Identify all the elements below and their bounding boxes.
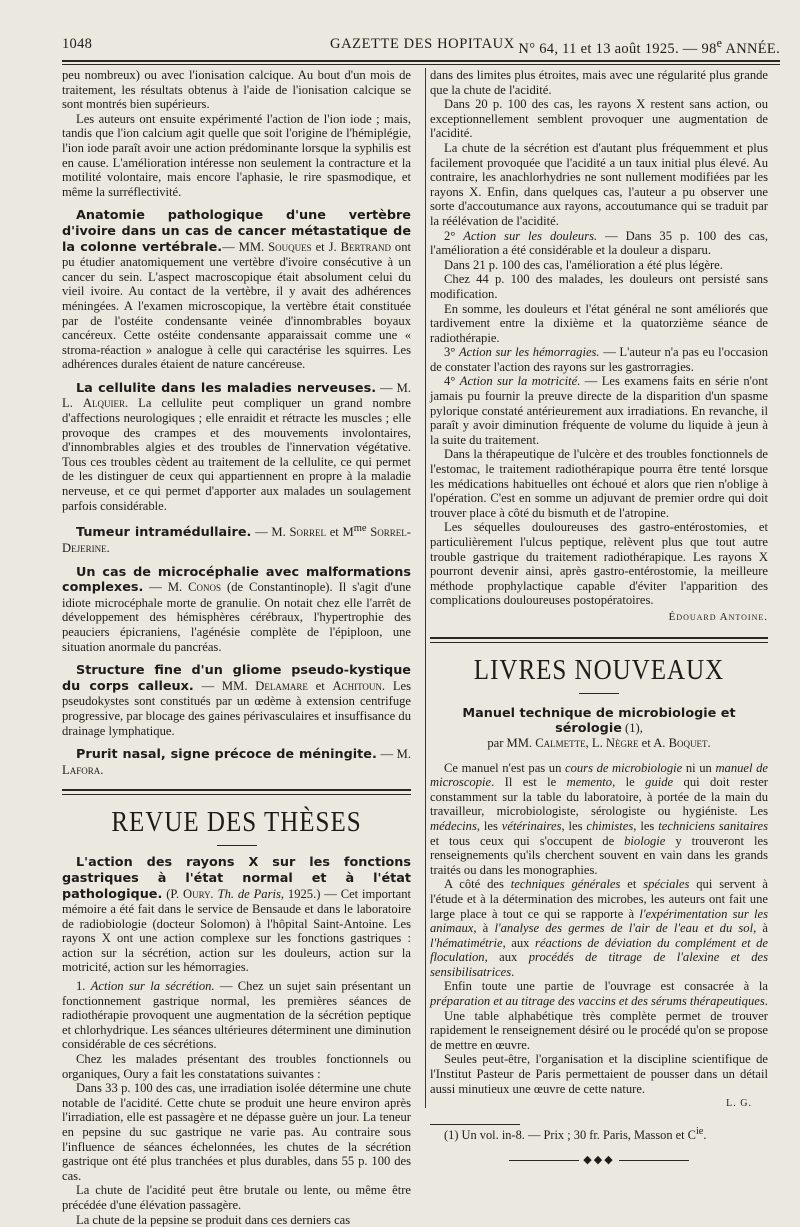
right-column [430,68,769,1166]
paragraph: Chez 44 p. 100 des malades, les douleurs ont persisté sans modification. [430,272,768,301]
footnote: (1) Un vol. in-8. — Prix ; 30 fr. Paris, Masson et $C^{ie}$. [444,1125,707,1142]
left-column [62,68,412,1227]
author-name: Calmette [535,735,586,750]
title-underline [217,845,257,846]
entry-title: La cellulite dans les maladies nerveuses. [76,380,377,396]
paragraph: La chute de l'acidité peut être brutale ou lente, ou même être précédée d'une élévation passagère. [62,1183,411,1212]
paragraph: peu nombreux) ou avec l'ionisation calcique. Au bout d'un mois de traitement, les résultats obtenus à l'aide de l'ionisation calcique se sont montrés bien supérieurs. [62,68,411,112]
paragraph: Enfin toute une partie de l'ouvrage est consacrée à la préparation et au titrage des vaccins et des sérums thérapeutiques. [430,979,768,1009]
paragraph: En somme, les douleurs et l'état général ne sont améliorés que tardivement entre la dixième et la quatorzième séance de radiothérapie. [430,301,768,345]
section-title: LIVRES NOUVEAUX [473,654,725,686]
author-name: Sorrel-Dejerine [62,525,411,555]
entry-title: Anatomie pathologique d'une vertèbre d'ivoire dans un cas de cancer métastatique de la colonne vertébrale. [62,208,411,255]
section-rule [62,789,411,791]
thesis-entry: L'action des rayons X sur les fonctions gastriques à l'état normal et à l'état pathologique. (P. Oury. Th. de Paris, 1925.) — Cet important mémoire a été fait dans le service de Bensaude et dans le laboratoire de radiobiologie (docteur Solomon) à l'hôpital Saint-Antoine. Les rayons X ont une action complexe sur les fonctions gastriques : action sur la sécrétion, action sur les douleurs, action sur la motricité, action sur les hémorragies. [62,855,411,975]
title-underline [579,693,619,694]
entry-title: Structure fine d'un gliome pseudo-kystique du corps calleux. [62,663,411,694]
header-rule-thin [62,64,780,65]
author-name: Nègre [605,735,639,750]
author-name: Oury [183,886,211,901]
society-entry: Structure fine d'un gliome pseudo-kystique du corps calleux. — MM. Delamare et Achitoun. Les pseudokystes sont constitués par un œdème à extension centrifuge progressive, par blocage des gaines périvasculaires et insuffisance du drainage lymphatique. [62,663,412,738]
paragraph: 3° Action sur les hémorragies. — L'auteur n'a pas eu l'occasion de constater l'action des rayons sur les gastrorragies. [430,345,768,374]
author-name: Delamare [255,678,308,693]
paragraph: 1. Action sur la sécrétion. — Chez un sujet sain présentant un fonctionnement gastrique normal, les premières séances de radiothérapie provoquent une augmentation de la sécrétion peptique et chlorhydrique. Les séances ultérieures déterminent une diminution considérable de ces sécrétions. [62,979,412,1052]
issue-info: N° 64, 11 et 13 août 1925. — 98e ANNÉE. [518,36,780,57]
author-name: Alquier [82,396,125,411]
author-name: Souques [268,239,312,254]
society-entry: Prurit nasal, signe précoce de méningite. — M. Lafora. [62,747,411,777]
paragraph: Dans 21 p. 100 des cas, l'amélioration a été plus légère. [444,257,723,272]
section-rule-thin [430,642,768,643]
paragraph: Seules peut-être, l'organisation et la discipline scientifique de l'Institut Pasteur de Paris permettaient de pousser dans un détail aussi minutieux une œuvre de cette nature. [430,1052,768,1096]
journal-title: GAZETTE DES HOPITAUX [330,36,515,52]
paragraph: Dans 20 p. 100 des cas, les rayons X restent sans action, ou exceptionnellement semblent provoquer une augmentation de l'acidité. [430,97,768,141]
author-name: Sorrel [289,525,326,540]
society-entry: La cellulite dans les maladies nerveuses. — M. L. Alquier. La cellulite peut compliquer un grand nombre d'affections neurologiques ; elle enraidit et rétracte les muscles ; elle provoque des crampes et des mouvements involontaires, d'innombrables algies et des troubles de l'innervation végétative. Tous ces troubles cèdent au traitement de la cellulite, ce qui permet de les distinguer de ceux qui appartiennent en propre à la maladie nerveuse, et ce qui permet d'apporter aux malades un soulagement parfois considérable. [62,380,411,513]
end-ornament: ◆◆◆ [430,1153,768,1168]
entry-title: Prurit nasal, signe précoce de méningite. [76,747,377,763]
paragraph: Ce manuel n'est pas un cours de microbiologie ni un manuel de microscopie. Il est le memento, le guide qui doit rester constamment sur la table du laboratoire, à portée de la main du travailleur, microbiologiste, sérologiste ou hygiéniste. Les médecins, les vétérinaires, les chimistes, les techniciens sanitaires et tous ceux qui s'occupent de biologie y trouveront les renseignements qu'ils cherchent souvent en vain dans les grands traités ou dans les monographies. [430,760,768,877]
paragraph: La chute de la pepsine se produit dans ces derniers cas [76,1212,351,1227]
author-name: Bertrand [340,239,391,254]
paragraph: 4° Action sur la motricité. — Les examens faits en série n'ont jamais pu fournir la preuve directe de la disparition d'un spasme pylorique constaté antérieurement aux irradiations. En revanche, il paraît y avoir diminution fréquente de volume du liquide à jeun à la suite du traitement. [430,374,768,447]
paragraph: Les auteurs ont ensuite expérimenté l'action de l'ion iode ; mais, tandis que l'ion calcium agit quelle que soit l'origine de l'hémiplégie, l'ion iode paraît avoir une action prédominante lorsque la syphilis est en cause. L'amélioration intéresse non seulement la contracture et la motilité volontaire, mais encore l'aphasie, le rire spasmodique, et même la surréflectivité. [62,111,411,199]
society-entry: Anatomie pathologique d'une vertèbre d'ivoire dans un cas de cancer métastatique de la colonne vertébrale.— MM. Souques et J. Bertrand ont pu étudier anatomiquement une vertèbre d'ivoire consécutive à un cancer du sein. L'aspect macroscopique était absolument celui du vieil ivoire. Au contact de la vertèbre, il y avait des adhérences méningées. A l'examen microscopique, la vertèbre était constituée par de l'ostéite condensante veinée d'innombrables boyaux cancéreux. Cette ostéite condensante apparaissait comme une « stroma-réaction » analogue à celle qui caractérise les squirres. Les adhérences durales étaient de nature cancéreuse. [62,208,411,372]
article-signature: Édouard Antoine. [668,610,768,623]
paragraph: dans des limites plus étroites, mais avec une régularité plus grande que la chute de l'acidité. [430,68,768,97]
section-title: REVUE DES THÈSES [111,807,362,839]
page-number: 1048 [62,36,93,52]
paragraph: 2° Action sur les douleurs. — Dans 35 p. 100 des cas, l'amélioration a été considérable et la douleur a disparu. [430,228,768,258]
column-divider [425,68,426,1108]
paragraph: Chez les malades présentant des troubles fonctionnels ou organiques, Oury a fait les constatations suivantes : [62,1052,411,1081]
paragraph: A côté des techniques générales et spéciales qui servent à l'étude et à la détermination des microbes, les auteurs ont fait une large place à tout ce qui se rapporte à l'expérimentation sur les animaux, à l'analyse des germes de l'air de l'eau et du sol, à l'hématimétrie, aux réactions de déviation du complément et de floculation, aux procédés de titrage de l'alexine et des sensibilisatrices. [430,877,769,979]
society-entry: Un cas de microcéphalie avec malformations complexes. — M. Conos (de Constantinople). Il s'agit d'une idiote microcéphale morte de granulie. On notait chez elle l'arrêt de développement des hémisphères cérébraux, l'hypertrophie des peauciers épicraniens, l'agénésie complète de l'épiploon, une situation anormale du pancréas. [62,564,411,654]
paragraph: Les séquelles douloureuses des gastro-entérostomies, et particulièrement l'ulcus peptique, relèvent plus que tout autre trouble gastrique du traitement radiothérapique. Les rayons X pourront devenir ainsi, après gastro-entérostomie, la meilleure méthode prophylactique capable d'éviter l'apparition des complications douloureuses postopératoires. [430,520,768,608]
entry-title: L'action des rayons X sur les fonctions gastriques à l'état normal et à l'état pathologique. [62,855,411,902]
author-name: Achitoun [332,678,382,693]
header-rule [62,60,780,62]
page-header [62,36,780,56]
book-title: Manuel technique de microbiologie et sérologie (1), par MM. Calmette, L. Nègre et A. Boquet. [462,705,736,750]
author-name: Lafora [62,762,101,777]
paragraph: La chute de la sécrétion est d'autant plus fréquemment et plus facilement provoquée que l'acidité a un taux initial plus élevé. Au contraire, les anachlorhydries ne sont nullement modifiées par les rayons X. Enfin, dans quelques cas, l'auteur a pu observer une sorte d'accoutumance aux rayons, accoutumance qui se traduit par la réélévation de l'acidité. [430,140,768,228]
paragraph: Dans la thérapeutique de l'ulcère et des troubles fonctionnels de l'estomac, le traitement radiothérapique pourra être tenté lorsque les médications habituelles ont échoué et alors que rien n'oblige à l'opération. C'est en somme un adjuvant de premier ordre qui doit trouver place à côté du bismuth et de l'atropine. [430,447,768,520]
section-rule [430,637,768,639]
entry-title: Tumeur intramédullaire. [76,525,252,541]
paragraph: Dans 33 p. 100 des cas, une irradiation isolée détermine une chute notable de l'acidité. Cette chute se produit une heure environ après l'irradiation, elle est passagère et ne dépasse guère un jour. La teneur en pepsine du suc gastrique ne varie pas. Au contraire sous l'influence de séances échelonnées, les chutes de la sécrétion gastrique ont été plus tranchées et plus durables, dans 55 p. 100 des cas. [62,1081,411,1183]
society-entry: Tumeur intramédullaire. — M. Sorrel et $M^{me}$ Sorrel-Dejerine. [62,523,411,555]
paragraph: Une table alphabétique très complète permet de trouver rapidement le renseignement désiré ou le procédé qu'on se propose de mettre en œuvre. [430,1008,768,1052]
author-name: Conos [188,580,222,595]
author-name: Boquet [668,735,708,750]
review-signature: L. G. [726,1098,752,1110]
entry-title: Un cas de microcéphalie avec malformations complexes. [62,564,411,596]
section-rule-thin [62,794,411,795]
